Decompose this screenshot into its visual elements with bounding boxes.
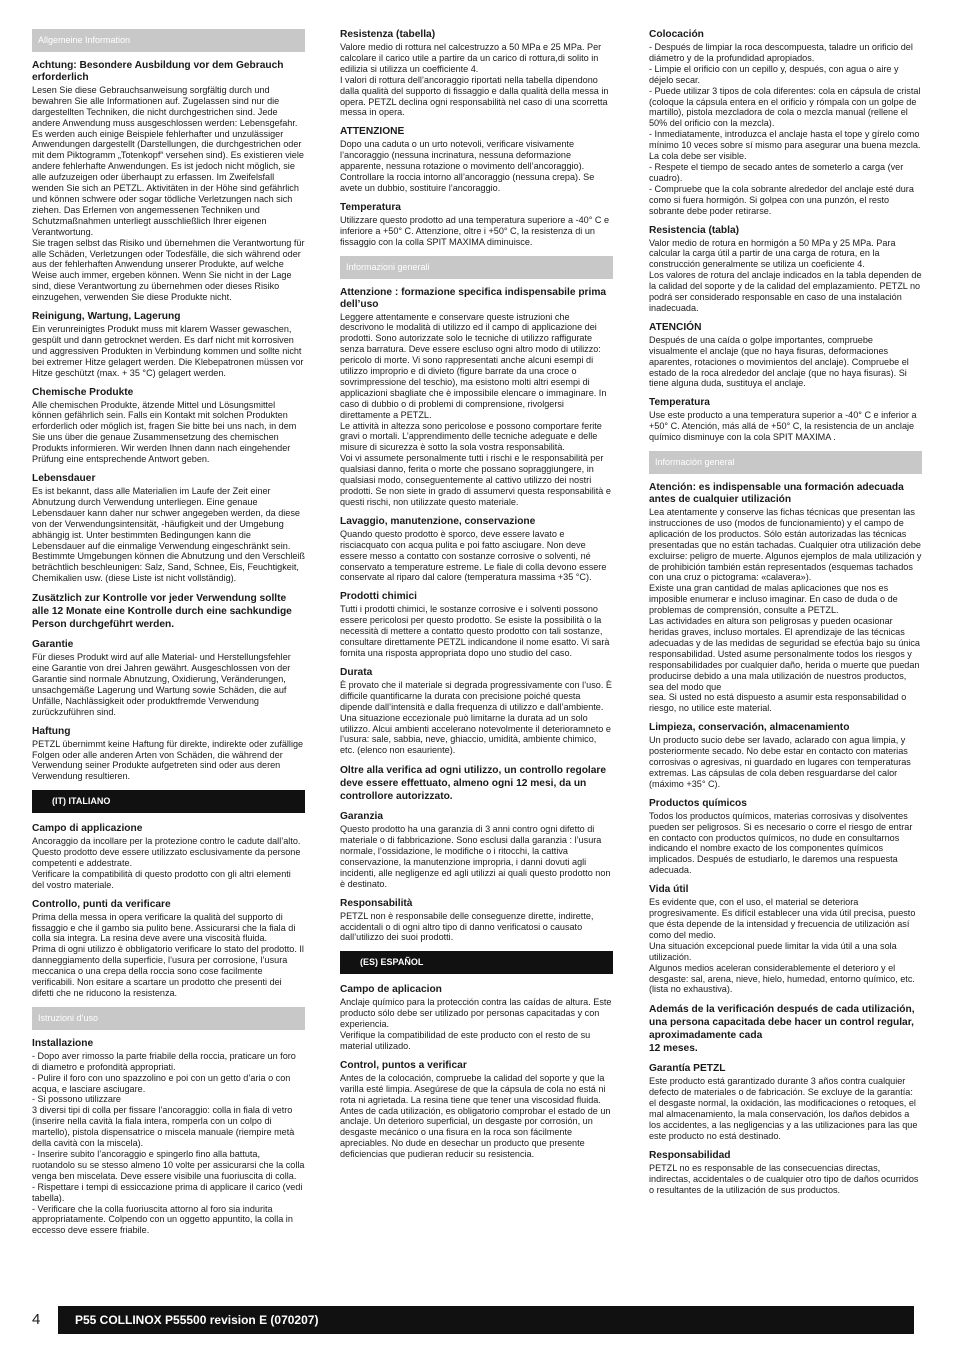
- section-body: Valor medio de rotura en hormigón a 50 MPa y 25 MPa. Para calcular la carga útil a partir de una carga de rotura, en la construcción generalmente se utiliza un coeficiente 4. Los valores de rotura del anclaje indicados en la tabla dependen de la calidad del soporte y de la calidad del emplazamiento. PETZL no podrá ser considerado responsable en caso de una instalación inadecuada.: [649, 237, 922, 313]
- section-title: Garanzia: [340, 811, 384, 823]
- section-body: - Después de limpiar la roca descompuesta, taladre un orificio del diámetro y de la profundidad apropiados. - Limpie el orificio con un cepillo y, después, con agua o aire y déjelo secar. - Puede utilizar 3 tipos de cola diferentes: cola en cápsula de cristal (coloque la cápsula entera en el orificio y rómpala con un golpe de martillo), pistola mezcladora de cola o mezcla manual (rellene el 50% del orificio con la mezcla). - Inmediatamente, introduzca el anclaje hasta el tope y gírelo como mínimo 10 veces sobre sí mismo para asegurar una buena mezcla. La cola debe ser visible. - Respete el tiempo de secado antes de someterlo a carga (ver cuadro). - Compruebe que la cola sobrante alrededor del anclaje esté dura como si fuera hormigón. Si golpea con una punzón, el resto sobrante debe poder retirarse.: [649, 42, 921, 216]
- column-1: [32, 29, 305, 1244]
- section-title: Durata: [340, 666, 373, 678]
- section-header-allgemeine-information: Allgemeine Information: [32, 29, 305, 52]
- page-number: 4: [32, 1311, 41, 1328]
- section-body: Alle chemischen Produkte, ätzende Mittel und Lösungsmittel können gefährlich sein. Falls ein Kontakt mit solchen Produkten erforderlich oder möglich ist, fragen Sie bitte bei uns nach, in dem Sie uns über die genaue Zusammensetzung des chemischen Produkts informieren. Wir werden Ihnen dann nach eingehender Prüfung eine entsprechende Antwort geben.: [32, 399, 297, 465]
- section-body: Ein verunreinigtes Produkt muss mit klarem Wasser gewaschen, gespült und dann getrocknet werden. Es darf nicht mit korrosiven und aggressiven Produkten in Verbindung kommen und sollte nicht bei extremer Hitze gelagert werden. Die Klebepatronen müssen vor Hitze geschützt (max. + 35 °C) gelagert werden.: [32, 324, 304, 378]
- section-header-informazioni-generali: Informazioni generali: [340, 256, 613, 279]
- column-2: [340, 29, 613, 1168]
- section-vida-util: [649, 884, 922, 995]
- section-garantia-petzl: [649, 1063, 922, 1141]
- section-garanzia: [340, 811, 613, 889]
- section-lavaggio-manutenzione-conservazione: [340, 516, 613, 584]
- section-title: ATTENZIONE: [340, 126, 405, 138]
- section-body: Anclaje químico para la protección contra las caídas de altura. Este producto sólo debe ser utilizado por personas capacitadas y con experiencia. Verifique la compatibilidad de este producto con el resto de su material utilizado.: [340, 997, 612, 1051]
- section-title: Controllo, punti da verificare: [32, 898, 171, 910]
- section-title: Lavaggio, manutenzione, conservazione: [340, 515, 536, 527]
- section-title: Resistenza (tabella): [340, 29, 436, 40]
- section-atencion: [649, 322, 922, 390]
- section-resistencia-tabla: [649, 225, 922, 314]
- column-3: [649, 29, 922, 1204]
- section-body: Use este producto a una temperatura superior a -40° C e inferior a +50° C. Atención, más allá de +50° C, la resistencia de un anclaje químico disminuye con la cola SPIT MAXIMA .: [649, 410, 917, 443]
- section-attenzione: [340, 126, 613, 194]
- section-body: Questo prodotto ha una garanzia di 3 anni contro ogni difetto di materiale o di fabbricazione. Sono esclusi dalla garanzia : l’usura normale, l’ossidazione, le modifiche o i ritocchi, la cattiva conservazione, la manutenzione impropria, i danni dovuti agli incidenti, alle negligenze ed agli utilizzi ai quali questo prodotto non è destinato.: [340, 824, 611, 889]
- section-body: - Dopo aver rimosso la parte friabile della roccia, praticare un foro di diametro e profondità appropriati. - Pulire il foro con uno spazzolino e poi con un getto d’aria o con acqua, e lasciare asciugare. - Si possono utilizzare 3 diversi tipi di colla per fissare l’ancoraggio: colla in fiala di vetro (inserire nella cavità la fiala intera, romperla con un colpo di martello), pistola dispensatrice o miscela manuale (riempire metà della cavità con la miscela). - Inserire subito l’ancoraggio e spingerlo fino alla battuta, ruotandolo su se stesso almeno 10 volte per assicurarsi che la colla venga ben miscelata. Deve essere visibile una fuoriuscita di colla. - Rispettare i tempi di essiccazione prima di applicare il carico (vedi tabella). - Verificare che la colla fuoriuscita attorno al foro sia indurita appropriatamente. Colpendo con un oggetto appuntito, la colla in eccesso deve essere friabile.: [32, 1050, 305, 1236]
- section-productos-quimicos: [649, 798, 922, 876]
- section-body: PETZL übernimmt keine Haftung für direkte, indirekte oder zufällige Folgen oder alle anderen Arten von Schäden, die während der Verwendung seiner Produkte aufgetreten sind oder aus deren Verwendung resultieren.: [32, 738, 304, 782]
- section-title: Haftung: [32, 725, 71, 737]
- section-reinigung-wartung-lagerung: [32, 311, 305, 379]
- section-header-istruzioni-d-uso: Istruzioni d’uso: [32, 1007, 305, 1030]
- section-body: Es ist bekannt, dass alle Materialien im Laufe der Zeit einer Abnutzung durch Verwendung unterliegen. Eine genaue Lebensdauer kann daher nur schwer angegeben werden, da diese von der Verwendungsintensität, -häufigkeit und der Umgebung abhängig ist. Unter bestimmten Bedingungen kann die Lebensdauer auf die einmalige Verwendung eingeschränkt sein. Bestimmte Umgebungen können die Abnutzung und den Verschleiß beträchtlich beschleunigen: Salz, Sand, Schnee, Eis, Feuchtigkeit, Chemikalien usw. (diese Liste ist nicht vollständig).: [32, 486, 305, 584]
- section-title: Achtung: Besondere Ausbildung vor dem Gebrauch erforderlich: [32, 59, 284, 83]
- section-body: Es evidente que, con el uso, el material se deteriora progresivamente. Es difícil establecer una vida útil precisa, puesto que ésta depende de la intensidad y frecuencia de utilización así como del medio. Una situación excepcional puede limitar la vida útil a una sola utilización. Algunos medios aceleran considerablemente el deterioro y el desgaste: sal, arena, nieve, hielo, humedad, entorno químico, etc. (lista no exhaustiva).: [649, 897, 916, 995]
- section-title: Responsabilidad: [649, 1149, 731, 1161]
- section-title: Control, puntos a verificar: [340, 1059, 467, 1071]
- section-attenzione-formazione-specifica-indispen: [340, 287, 613, 508]
- section-title: Campo di applicazione: [32, 823, 143, 835]
- section-body: PETZL no es responsable de las consecuencias directas, indirectas, accidentales o de cualquier otro tipo de daños ocurridos o resultantes de la utilización de sus productos.: [649, 1162, 919, 1195]
- section-header-informacion-general: Información general: [649, 451, 922, 474]
- section-title: ATENCIÓN: [649, 321, 702, 333]
- section-lebensdauer: [32, 473, 305, 584]
- section-haftung: [32, 726, 305, 783]
- section-body: Ancoraggio da incollare per la protezione contro le cadute dall’alto. Questo prodotto deve essere utilizzato esclusivamente da persone competenti e addestrate. Verificare la compatibilità di questo prodotto con gli altri elementi del vostro materiale.: [32, 836, 301, 890]
- section-body: Antes de la colocación, compruebe la calidad del soporte y que la varilla esté limpia. Asegúrese de que la cápsula de cola no está ni rota ni agrietada. La resina tiene que tener una viscosidad fluida. Antes de cada utilización, es obligatorio comprobar el estado de un anclaje. Un deterioro superficial, un desgaste por corrosión, un desgaste mecánico o una fisura en la roca son fácilmente apreciables. No dude en desechar un producto que presente deficiencias que pudieran reducir su resistencia.: [340, 1072, 611, 1160]
- section-body: Todos los productos químicos, materias corrosivas y disolventes pueden ser peligrosos. Si es necesario o corre el riesgo de entrar en contacto con productos químicos, no dude en consultarnos indicando el nombre exacto de los componentes químicos implicados. Después de estudiarlo, le daremos una respuesta adecuada.: [649, 810, 913, 876]
- section-title: Garantie: [32, 639, 74, 651]
- section-atencion-es-indispensable-una-formacion-: [649, 482, 922, 714]
- section-campo-di-applicazione: [32, 823, 305, 891]
- section-body: Utilizzare questo prodotto ad una temperatura superiore a -40° C e inferiore a +50° C. Attenzione, oltre i +50° C, la resistenza di un fissaggio con la colla SPIT MAXIMA diminuisce.: [340, 214, 610, 247]
- section-resistenza-tabella: [340, 29, 613, 118]
- section-temperatura: [340, 202, 613, 248]
- section-body: Leggere attentamente e conservare queste istruzioni che descrivono le modalità di utilizzo ed il campo di applicazione dei prodotti. Sono autorizzate solo le tecniche di utilizzo raffigurate senza barratura. Deve essere escluso ogni altro modo di utilizzo: pericolo di morte. Vi sono rappresentati anche alcuni esempi di utilizzo improprio e di divieto (figure barrate da una croce o sovrimpressione del teschio), ma esistono molti altri esempi di applicazioni sbagliate che è impossibile elencare o immaginare. In caso di dubbio o di problemi di comprensione, rivolgersi direttamente a PETZL. Le attività in altezza sono pericolose e possono comportare ferite gravi o mortali. L’apprendimento delle tecniche adeguate e delle misure di sicurezza è sotto la sola vostra responsabilità. Voi vi assumete personalmente tutti i rischi e le responsabilità per qualsiasi danno, ferita o morte che possano sopraggiungere, in qualsiasi modo, conseguentemente al cattivo utilizzo dei nostri prodotti. Se non siete in grado di assumervi questa responsabilità e questi rischi, non utilizzate questo materiale.: [340, 311, 611, 507]
- section-prodotti-chimici: [340, 591, 613, 659]
- section-responsabilita: [340, 898, 613, 944]
- section-body: Valore medio di rottura nel calcestruzzo a 50 MPa e 25 MPa. Per calcolare il carico utile a partire da un carico di rottura,di solito in edilizia si utilizza un coefficiente 4. I valori di rottura dell’ancoraggio riportati nella tabella dipendono dalla qualità del supporto di fissaggio e dalla qualità della messa in opera. PETZL declina ogni responsabilità nel caso di una scorretta messa in opera.: [340, 42, 609, 118]
- section-header-es-espanol: (ES) ESPAÑOL: [340, 951, 613, 974]
- section-body: Lea atentamente y conserve las fichas técnicas que presentan las instrucciones de uso (modos de funcionamiento) y el campo de aplicación de los productos. Sólo están autorizadas las técnicas presentadas que no están tachadas. Cualquier otra utilización debe excluirse: peligro de muerte. Algunos ejemplos de mala utilización y de prohibición también están representados (esquemas tachados con una cruz o pictograma: «calavera»). Existe una gran cantidad de malas aplicaciones que nos es imposible enumerar e incluso imaginar. En caso de duda o de problemas de comprensión, consulte a PETZL. Las actividades en altura son peligrosas y pueden ocasionar heridas graves, incluso mortales. El aprendizaje de las técnicas adecuadas y de las medidas de seguridad se efectúa bajo su única responsabilidad. Usted asume personalmente todos los riesgos y responsabilidades por cualquier daño, herida o muerte que puedan producirse debido a una mala utilización de nuestros productos, sea del modo que sea. Si usted no está dispuesto a asumir esta responsabilidad o riesgo, no utilice este material.: [649, 507, 922, 714]
- section-title: Campo de aplicacion: [340, 984, 442, 996]
- section-body: PETZL non è responsabile delle conseguenze dirette, indirette, accidentali o di ogni altro tipo di danno verificatosi o causato dall’utilizzo dei suoi prodotti.: [340, 910, 594, 943]
- section-garantie: [32, 639, 305, 717]
- section-title: Attenzione : formazione specifica indispensabile prima dell’uso: [340, 286, 607, 310]
- footer-bar: P55 COLLINOX P55500 revision E (070207): [58, 1306, 914, 1334]
- section-body: Este producto está garantizado durante 3 años contra cualquier defecto de materiales o de fabricación. Se excluye de la garantía: el desgaste normal, la oxidación, las modificaciones o retoques, el mal almacenamiento, la mala conservación, los daños debidos a los accidentes, a las negligencias y a las utilizaciones para las que este producto no está destinado.: [649, 1076, 918, 1141]
- section-title: Temperatura: [649, 397, 710, 409]
- section-installazione: [32, 1038, 305, 1236]
- section-title: Vida útil: [649, 884, 689, 896]
- section-temperatura: [649, 397, 922, 443]
- section-colocacion: [649, 29, 922, 217]
- section-controllo-punti-da-verificare: [32, 899, 305, 999]
- section-body: Lesen Sie diese Gebrauchsanweisung sorgfältig durch und bewahren Sie alle Informationen auf. Zugelassen sind nur die dargestellten Techniken, die nicht durchgestrichen sind. Jede andere Anwendung muss ausgeschlossen werden: Lebensgefahr. Es werden auch einige Beispiele fehlerhafter und unzulässiger Anwendungen dargestellt (Darstellungen, die durchgestrichen oder mit dem Piktogramm „Totenkopf“ versehen sind). Es existieren viele andere fehlerhafte Anwendungen. Es ist jedoch nicht möglich, sie alle aufzuzeigen oder überhaupt zu erfassen. Im Zweifelsfall wenden Sie sich an PETZL. Aktivitäten in der Höhe sind gefährlich und können schwere oder sogar tödliche Verletzungen nach sich ziehen. Das Erlernen von angemessenen Techniken und Schutzmaßnahmen unterliegt ausschließlich Ihrer eigenen Verantwortung. Sie tragen selbst das Risiko und übernehmen die Verantwortung für alle Schäden, Verletzungen oder Todesfälle, die sich während oder aus der fehlerhaften Anwendung unserer Produkte, auf welche Weise auch immer, ergeben können. Wenn Sie nicht in der Lage sind, diese Verantwortung zu übernehmen oder dieses Risiko einzugehen, verwenden Sie diese Produkte nicht.: [32, 84, 305, 303]
- bold-notice: Además de la verificación después de cada utilización, una persona capacitada debe hacer un control regular, aproximadamente cada 12 meses.: [649, 1004, 915, 1055]
- section-title: Colocación: [649, 29, 704, 40]
- section-body: Quando questo prodotto è sporco, deve essere lavato e risciacquato con acqua pulita e poi fatto asciugare. Non deve essere messo a contatto con sostanze corrosive o solventi, né conservato a temperature estreme. Le fiale di colla devono essere conservate al riparo dal calore (temperatura massima +35 °C).: [340, 528, 607, 583]
- section-responsabilidad: [649, 1150, 922, 1196]
- section-chemische-produkte: [32, 387, 305, 465]
- section-control-puntos-a-verificar: [340, 1060, 613, 1160]
- section-title: Limpieza, conservación, almacenamiento: [649, 722, 850, 734]
- section-title: Reinigung, Wartung, Lagerung: [32, 311, 181, 323]
- section-title: Prodotti chimici: [340, 591, 417, 603]
- section-body: Un producto sucio debe ser lavado, aclarado con agua limpia, y posteriormente secado. No debe estar en contacto con materias corrosivas o agresivas, ni guardado en lugares con temperaturas extremas. Las cápsulas de cola deben resguardarse del calor (máximo +35° C).: [649, 735, 911, 789]
- section-title: Resistencia (tabla): [649, 224, 740, 236]
- section-title: Atención: es indispensable una formación adecuada antes de cualquier utilización: [649, 482, 904, 505]
- section-limpieza-conservacion-almacenamiento: [649, 722, 922, 790]
- bold-notice: Zusätzlich zur Kontrolle vor jeder Verwendung sollte alle 12 Monate eine Kontrolle durch eine sachkundige Person durchgeführt werden.: [32, 593, 292, 631]
- section-durata: [340, 667, 613, 756]
- section-header-it-italiano: (IT) ITALIANO: [32, 790, 305, 813]
- section-title: Responsabilità: [340, 897, 413, 909]
- section-campo-de-aplicacion: [340, 984, 613, 1052]
- section-title: Temperatura: [340, 201, 401, 213]
- section-body: Tutti i prodotti chimici, le sostanze corrosive e i solventi possono essere pericolosi per questo prodotto. Se esiste la possibilità o la necessità di mettere a contatto questo prodotto con tali sostanze, consultare direttamente PETZL indicandone il nome esatto. Vi sarà fornita una risposta appropriata dopo uno studio del caso.: [340, 604, 610, 658]
- section-title: Chemische Produkte: [32, 386, 134, 398]
- section-achtung-besondere-ausbildung-vor-dem-geb: [32, 60, 305, 303]
- section-title: Installazione: [32, 1037, 94, 1049]
- section-title: Lebensdauer: [32, 473, 96, 484]
- bold-notice: Oltre alla verifica ad ogni utilizzo, un controllo regolare deve essere effettuato, almeno ogni 12 mesi, da un controllore autorizzato.: [340, 765, 607, 803]
- section-body: È provato che il materiale si degrada progressivamente con l’uso. È difficile quantificarne la durata con precisione poiché questa dipende dall’intensità e dalla frequenza di utilizzo e dall’ambiente. Una situazione eccezionale può limitarne la durata ad un solo utilizzo. Alcui ambienti accelerano notevolmente il deterioramneto e l’usura: sale, sabbia, neve, ghiaccio, umidità, ambiente chimico, etc. (elenco non esauriente).: [340, 679, 612, 756]
- section-body: Prima della messa in opera verificare la qualità del supporto di fissaggio e che il gambo sia pulito bene. Assicurarsi che la fiala di colla sia integra. La resina deve avere una viscosità fluida. Prima di ogni utilizzo è obbligatorio verificare lo stato del prodotto. Il danneggiamento della superficie, l’usura per corrosione, l’usura meccanica o una crepa della roccia sono cose facilmente verificabili. Non esitare a scartare un prodotto che presenti dei difetti che ne riducono la resistenza.: [32, 911, 304, 998]
- section-title: Garantía PETZL: [649, 1063, 726, 1075]
- section-body: Für dieses Produkt wird auf alle Material- und Herstellungsfehler eine Garantie von drei Jahren gewährt. Ausgeschlossen von der Garantie sind normale Abnutzung, Oxidierung, Veränderungen, unsachgemäße Lagerung und Wartung sowie Schäden, die auf Unfälle, Nachlässigkeit oder produktfremde Verwendung zurückzuführen sind.: [32, 652, 291, 717]
- section-body: Dopo una caduta o un urto notevoli, verificare visivamente l’ancoraggio (nessuna incrinatura, nessuna deformazione apparente, nessuna rotazione o movimento dell’ancoraggio). Controllare la roccia intorno all’ancoraggio (nessuna crepa). Se avete un dubbio, sostituire l’ancoraggio.: [340, 139, 595, 193]
- section-body: Después de una caída o golpe importantes, compruebe visualmente el anclaje (que no haya fisuras, deformaciones aparentes, rotaciones o movimientos del anclaje). Compruebe el estado de la roca alrededor del anclaje (que no haya fisuras). Si tiene alguna duda, sustituya el anclaje.: [649, 334, 909, 389]
- section-title: Productos químicos: [649, 797, 747, 809]
